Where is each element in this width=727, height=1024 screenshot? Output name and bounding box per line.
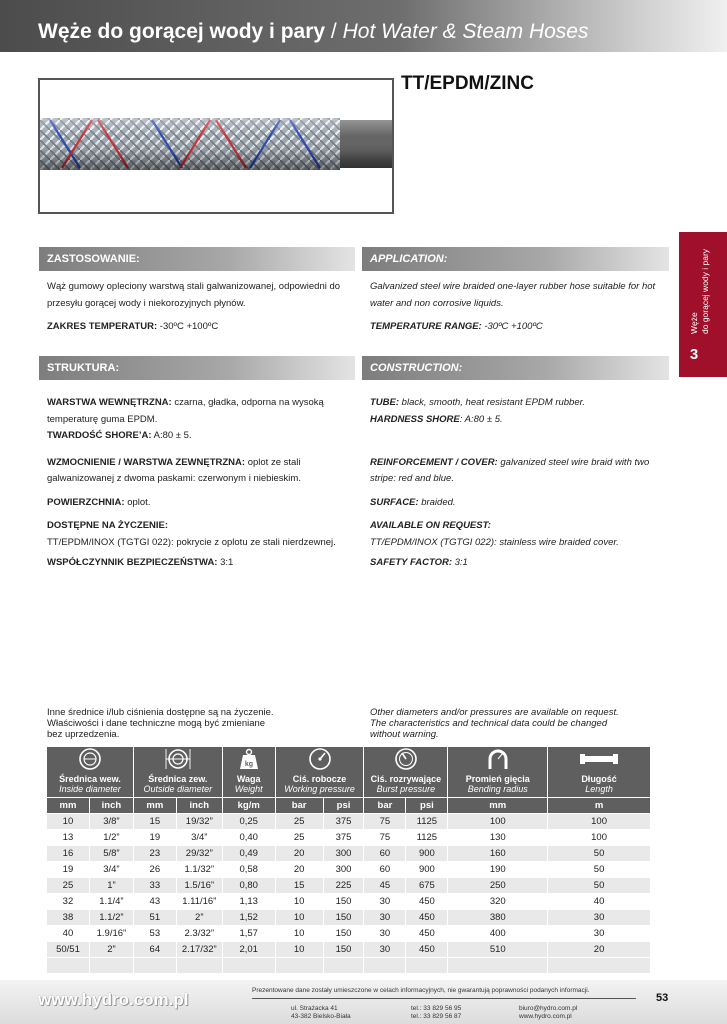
table-cell: 2”: [176, 910, 222, 926]
table-row: [47, 846, 651, 862]
table-cell: 375: [323, 814, 364, 830]
table-cell: 0,25: [222, 814, 275, 830]
note-line: without warning.: [370, 729, 439, 740]
unit-cell: mm: [133, 798, 176, 814]
table-cell: 900: [406, 862, 448, 878]
table-cell: [89, 958, 133, 974]
table-cell: 30: [548, 926, 651, 942]
table-cell: 450: [406, 910, 448, 926]
unit-cell: bar: [364, 798, 406, 814]
table-cell: 2.3/32”: [176, 926, 222, 942]
column-title-en: Inside diameter: [59, 784, 121, 794]
title-polish: Węże do gorącej wody i pary: [38, 20, 326, 43]
column-working-pressure: [275, 747, 364, 798]
column-title-en: Working pressure: [284, 784, 355, 794]
column-burst-pressure: [364, 747, 448, 798]
hose-image: [38, 78, 394, 214]
unit-cell: psi: [406, 798, 448, 814]
note-line: The characteristics and technical data could be changed: [370, 718, 608, 729]
disclaimer: Prezentowane dane zostały umieszczone w celach informacyjnych, nie gwarantują poprawności podanych informacji.: [252, 987, 590, 994]
table-cell: 675: [406, 878, 448, 894]
table-cell: 43: [133, 894, 176, 910]
footer-divider: [252, 998, 636, 999]
column-length: [548, 747, 651, 798]
field-value: braided.: [418, 496, 456, 508]
unit-cell: inch: [176, 798, 222, 814]
surface-spec-pl: [47, 495, 357, 512]
hardness-spec-en: [370, 412, 670, 429]
phone-block: [411, 1005, 461, 1021]
table-cell: 30: [364, 942, 406, 958]
phone-line: tel.: 33 829 56 95: [411, 1005, 462, 1012]
weight-icon-text: kg: [244, 761, 253, 768]
field-label: TUBE:: [370, 397, 400, 408]
unit-cell: kg/m: [222, 798, 275, 814]
specification-table: [46, 746, 651, 974]
table-cell: 75: [364, 830, 406, 846]
table-cell: 51: [133, 910, 176, 926]
column-title-pl: Ciś. robocze: [292, 774, 347, 784]
page-header: [0, 0, 727, 52]
column-outside-diameter: [133, 747, 222, 798]
safety-factor-pl: [47, 555, 357, 572]
unit-cell: psi: [323, 798, 364, 814]
braided-hose-illustration: [40, 80, 392, 212]
table-cell: 15: [133, 814, 176, 830]
table-cell: 375: [323, 830, 364, 846]
table-cell: 160: [448, 846, 548, 862]
table-row: [47, 862, 651, 878]
pressure-gauge-icon: [308, 747, 332, 771]
text-line: stripe: red and blue.: [370, 473, 454, 484]
column-title-pl: Długość: [581, 774, 617, 784]
table-cell: [364, 958, 406, 974]
field-value: oplot.: [124, 496, 151, 508]
table-cell: 3/4”: [89, 862, 133, 878]
notes-pl: [47, 707, 347, 740]
table-cell: 450: [406, 926, 448, 942]
table-row: [47, 926, 651, 942]
field-label: ZAKRES TEMPERATUR:: [47, 321, 158, 332]
table-cell: 64: [133, 942, 176, 958]
table-cell: 3/8”: [89, 814, 133, 830]
table-units-row: [47, 798, 651, 814]
weight-icon: [237, 747, 261, 771]
text-line: temperaturę guma EPDM.: [47, 413, 158, 425]
table-cell: 38: [47, 910, 90, 926]
table-cell: 1.1/32”: [176, 862, 222, 878]
page-title: [38, 20, 588, 44]
table-cell: [406, 958, 448, 974]
chapter-tab-line1: Węże: [689, 312, 699, 334]
table-cell: 10: [275, 910, 323, 926]
table-cell: 10: [275, 894, 323, 910]
unit-cell: m: [548, 798, 651, 814]
unit-cell: inch: [89, 798, 133, 814]
table-cell: [47, 958, 90, 974]
table-cell: 3/4”: [176, 830, 222, 846]
table-cell: 0,49: [222, 846, 275, 862]
website-link[interactable]: www.hydro.com.pl: [519, 1013, 572, 1020]
note-line: Właściwości i dane techniczne mogą być zmieniane: [47, 718, 266, 729]
column-title-en: Length: [585, 784, 613, 794]
table-cell: 510: [448, 942, 548, 958]
email-link[interactable]: biuro@hydro.com.pl: [519, 1005, 578, 1012]
table-cell: 1.11/16”: [176, 894, 222, 910]
field-value: -30ºC +100ºC: [157, 321, 219, 332]
table-body: [47, 814, 651, 974]
field-label: DOSTĘPNE NA ŻYCZENIE:: [47, 520, 169, 531]
table-cell: [222, 958, 275, 974]
table-cell: 0,80: [222, 878, 275, 894]
table-cell: 1125: [406, 814, 448, 830]
field-label: HARDNESS SHORE: [370, 413, 460, 425]
chapter-number: 3: [689, 346, 699, 363]
column-title-pl: Promień gięcia: [465, 774, 530, 784]
field-value: oplot ze stali: [245, 456, 301, 468]
field-label: TEMPERATURE RANGE:: [370, 321, 482, 332]
table-cell: 30: [364, 926, 406, 942]
hose-length-icon: [579, 747, 619, 771]
table-cell: 1,57: [222, 926, 275, 942]
field-label: WARSTWA WEWNĘTRZNA:: [47, 397, 172, 408]
unit-cell: bar: [275, 798, 323, 814]
table-cell: 40: [548, 894, 651, 910]
available-value-en: TT/EPDM/INOX (TGTGI 022): stainless wire braided cover.: [370, 536, 619, 548]
available-label-en: [370, 518, 670, 535]
title-english: Hot Water & Steam Hoses: [342, 20, 589, 43]
table-cell: 450: [406, 942, 448, 958]
field-label: TWARDOŚĆ SHORE’A:: [47, 430, 152, 441]
table-cell: 190: [448, 862, 548, 878]
table-cell: 450: [406, 894, 448, 910]
table-cell: [548, 958, 651, 974]
table-row: [47, 878, 651, 894]
phone-line: tel.: 33 829 56 87: [411, 1013, 462, 1020]
text-line: water and non corrosive liquids.: [370, 297, 504, 309]
column-weight: [222, 747, 275, 798]
column-title-en: Outside diameter: [143, 784, 213, 794]
field-value: galvanized steel wire braid with two: [497, 456, 650, 468]
column-title-pl: Średnica zew.: [148, 774, 208, 784]
column-title-en: Bending radius: [467, 784, 528, 794]
table-cell: 10: [275, 926, 323, 942]
table-cell: 45: [364, 878, 406, 894]
table-cell: 20: [275, 862, 323, 878]
table-cell: 75: [364, 814, 406, 830]
application-en-text: [370, 279, 670, 336]
table-cell: 10: [47, 814, 90, 830]
table-cell: 26: [133, 862, 176, 878]
table-cell: 1”: [89, 878, 133, 894]
table-cell: 100: [448, 814, 548, 830]
table-cell: 53: [133, 926, 176, 942]
field-label: AVAILABLE ON REQUEST:: [370, 520, 491, 531]
field-value: black, smooth, heat resistant EPDM rubber.: [399, 397, 586, 408]
outside-diameter-icon: [163, 747, 193, 771]
table-cell: 1.1/2”: [89, 910, 133, 926]
section-bar-application-pl: [39, 247, 355, 271]
table-cell: 1125: [406, 830, 448, 846]
table-cell: 100: [548, 814, 651, 830]
column-title-pl: Średnica wew.: [59, 774, 121, 784]
table-cell: 1,13: [222, 894, 275, 910]
table-cell: 150: [323, 894, 364, 910]
table-cell: 2”: [89, 942, 133, 958]
table-cell: 50/51: [47, 942, 90, 958]
reinforcement-spec-en: [370, 455, 670, 472]
table-cell: 32: [47, 894, 90, 910]
unit-cell: mm: [448, 798, 548, 814]
table-row: [47, 942, 651, 958]
table-cell: 1/2”: [89, 830, 133, 846]
table-cell: 1.5/16”: [176, 878, 222, 894]
section-bar-construction-pl: [39, 356, 355, 380]
field-value: -30ºC +100ºC: [481, 321, 543, 332]
field-value: : A:80 ± 5.: [459, 413, 503, 425]
table-cell: 50: [548, 862, 651, 878]
table-row: [47, 894, 651, 910]
table-cell: 30: [364, 910, 406, 926]
table-cell: 100: [548, 830, 651, 846]
temperature-range-pl: [47, 319, 357, 336]
table-header-row: [47, 747, 651, 798]
text-line: przesyłu gorącej wody i niekorozyjnych płynów.: [47, 297, 246, 309]
field-label: WZMOCNIENIE / WARSTWA ZEWNĘTRZNA:: [47, 456, 246, 468]
column-title-en: Burst pressure: [376, 784, 436, 794]
table-cell: 5/8”: [89, 846, 133, 862]
column-title-pl: Waga: [236, 774, 261, 784]
chapter-tab-line2: do gorącej wody i pary: [700, 248, 710, 334]
note-line: bez uprzedzenia.: [47, 729, 120, 740]
table-cell: 23: [133, 846, 176, 862]
bending-radius-icon: [485, 747, 511, 771]
table-row: [47, 830, 651, 846]
section-heading: ZASTOSOWANIE:: [47, 253, 140, 265]
table-cell: 250: [448, 878, 548, 894]
table-cell: 19/32”: [176, 814, 222, 830]
available-label-pl: [47, 518, 357, 535]
section-heading: STRUKTURA:: [47, 362, 120, 374]
table-cell: 60: [364, 846, 406, 862]
column-title-en: Weight: [234, 784, 263, 794]
table-cell: 225: [323, 878, 364, 894]
table-cell: 150: [323, 910, 364, 926]
text-line: galwanizowanej z dwoma paskami: czerwonym i niebieskim.: [47, 473, 301, 484]
table-cell: 29/32”: [176, 846, 222, 862]
field-value: czarna, gładka, odporna na wysoką: [171, 397, 324, 408]
table-cell: [448, 958, 548, 974]
table-cell: 33: [133, 878, 176, 894]
table-cell: 0,58: [222, 862, 275, 878]
table-cell: 25: [275, 814, 323, 830]
table-cell: 19: [47, 862, 90, 878]
table-cell: 13: [47, 830, 90, 846]
table-cell: 25: [275, 830, 323, 846]
chapter-tab-label: [689, 242, 719, 334]
column-inside-diameter: [47, 747, 134, 798]
table-cell: 20: [275, 846, 323, 862]
table-cell: 150: [323, 942, 364, 958]
field-value: 3:1: [452, 557, 468, 568]
tube-spec-en: [370, 395, 670, 412]
table-cell: 30: [364, 894, 406, 910]
table-cell: 19: [133, 830, 176, 846]
table-cell: [133, 958, 176, 974]
table-cell: 20: [548, 942, 651, 958]
table-cell: 1,52: [222, 910, 275, 926]
table-cell: 300: [323, 862, 364, 878]
table-cell: 1.9/16”: [89, 926, 133, 942]
column-bending-radius: [448, 747, 548, 798]
table-cell: [323, 958, 364, 974]
table-empty-row: [47, 958, 651, 974]
table-row: [47, 814, 651, 830]
address-line: 43-382 Bielsko-Biała: [291, 1013, 351, 1020]
website-logo[interactable]: www.hydro.com.pl: [38, 990, 189, 1009]
title-separator: /: [325, 20, 343, 43]
section-heading: CONSTRUCTION:: [370, 362, 463, 374]
field-label: SURFACE:: [370, 496, 419, 508]
table-cell: 50: [548, 846, 651, 862]
table-cell: 300: [323, 846, 364, 862]
field-label: SAFETY FACTOR:: [370, 557, 452, 568]
note-line: Inne średnice i/lub ciśnienia dostępne są na życzenie.: [47, 707, 274, 718]
table-cell: 320: [448, 894, 548, 910]
section-heading: APPLICATION:: [370, 253, 448, 265]
table-cell: 1.1/4”: [89, 894, 133, 910]
table-cell: 900: [406, 846, 448, 862]
field-value: A:80 ± 5.: [151, 430, 192, 441]
temperature-range-en: [370, 319, 670, 336]
burst-gauge-icon: [394, 747, 418, 771]
field-label: WSPÓŁCZYNNIK BEZPIECZEŃSTWA:: [47, 557, 218, 568]
safety-factor-en: [370, 555, 670, 572]
table-cell: 15: [275, 878, 323, 894]
contact-block: [519, 1005, 577, 1021]
table-cell: 2.17/32”: [176, 942, 222, 958]
address-block: [291, 1005, 351, 1021]
field-value: 3:1: [217, 557, 234, 568]
table-cell: 16: [47, 846, 90, 862]
address-line: ul. Strażacka 41: [291, 1005, 338, 1012]
table-cell: 2,01: [222, 942, 275, 958]
table-cell: [176, 958, 222, 974]
table-cell: 30: [548, 910, 651, 926]
table-cell: 400: [448, 926, 548, 942]
text-line: Wąż gumowy opleciony warstwą stali galwanizowanej, odpowiedni do: [47, 281, 341, 292]
construction-pl-text: [47, 395, 357, 572]
section-bar-application-en: [362, 247, 669, 271]
table-row: [47, 910, 651, 926]
text-line: Galvanized steel wire braided one-layer rubber hose suitable for hot: [370, 281, 656, 292]
table-cell: 60: [364, 862, 406, 878]
application-pl-text: [47, 279, 357, 336]
field-label: POWIERZCHNIA:: [47, 496, 125, 508]
page-number: 53: [656, 992, 669, 1004]
table-cell: [275, 958, 323, 974]
table-cell: 40: [47, 926, 90, 942]
table-cell: 50: [548, 878, 651, 894]
table-cell: 130: [448, 830, 548, 846]
table-cell: 10: [275, 942, 323, 958]
table-cell: 25: [47, 878, 90, 894]
column-title-pl: Ciś. rozrywające: [370, 774, 442, 784]
unit-cell: mm: [47, 798, 90, 814]
hardness-spec-pl: [47, 428, 357, 445]
section-bar-construction-en: [362, 356, 669, 380]
tube-spec-pl: [47, 395, 357, 412]
inside-diameter-icon: [78, 747, 102, 771]
chapter-tab: [679, 232, 727, 377]
table-cell: 380: [448, 910, 548, 926]
surface-spec-en: [370, 495, 670, 512]
reinforcement-spec-pl: [47, 455, 357, 472]
product-code: TT/EPDM/ZINC: [401, 73, 534, 94]
table-cell: 0,40: [222, 830, 275, 846]
construction-en-text: [370, 395, 670, 572]
table-cell: 150: [323, 926, 364, 942]
note-line: Other diameters and/or pressures are available on request.: [370, 707, 619, 718]
notes-en: [370, 707, 670, 740]
available-value-pl: TT/EPDM/INOX (TGTGI 022): pokrycie z oplotu ze stali nierdzewnej.: [47, 536, 336, 548]
page-footer: [0, 980, 727, 1024]
field-label: REINFORCEMENT / COVER:: [370, 456, 498, 468]
